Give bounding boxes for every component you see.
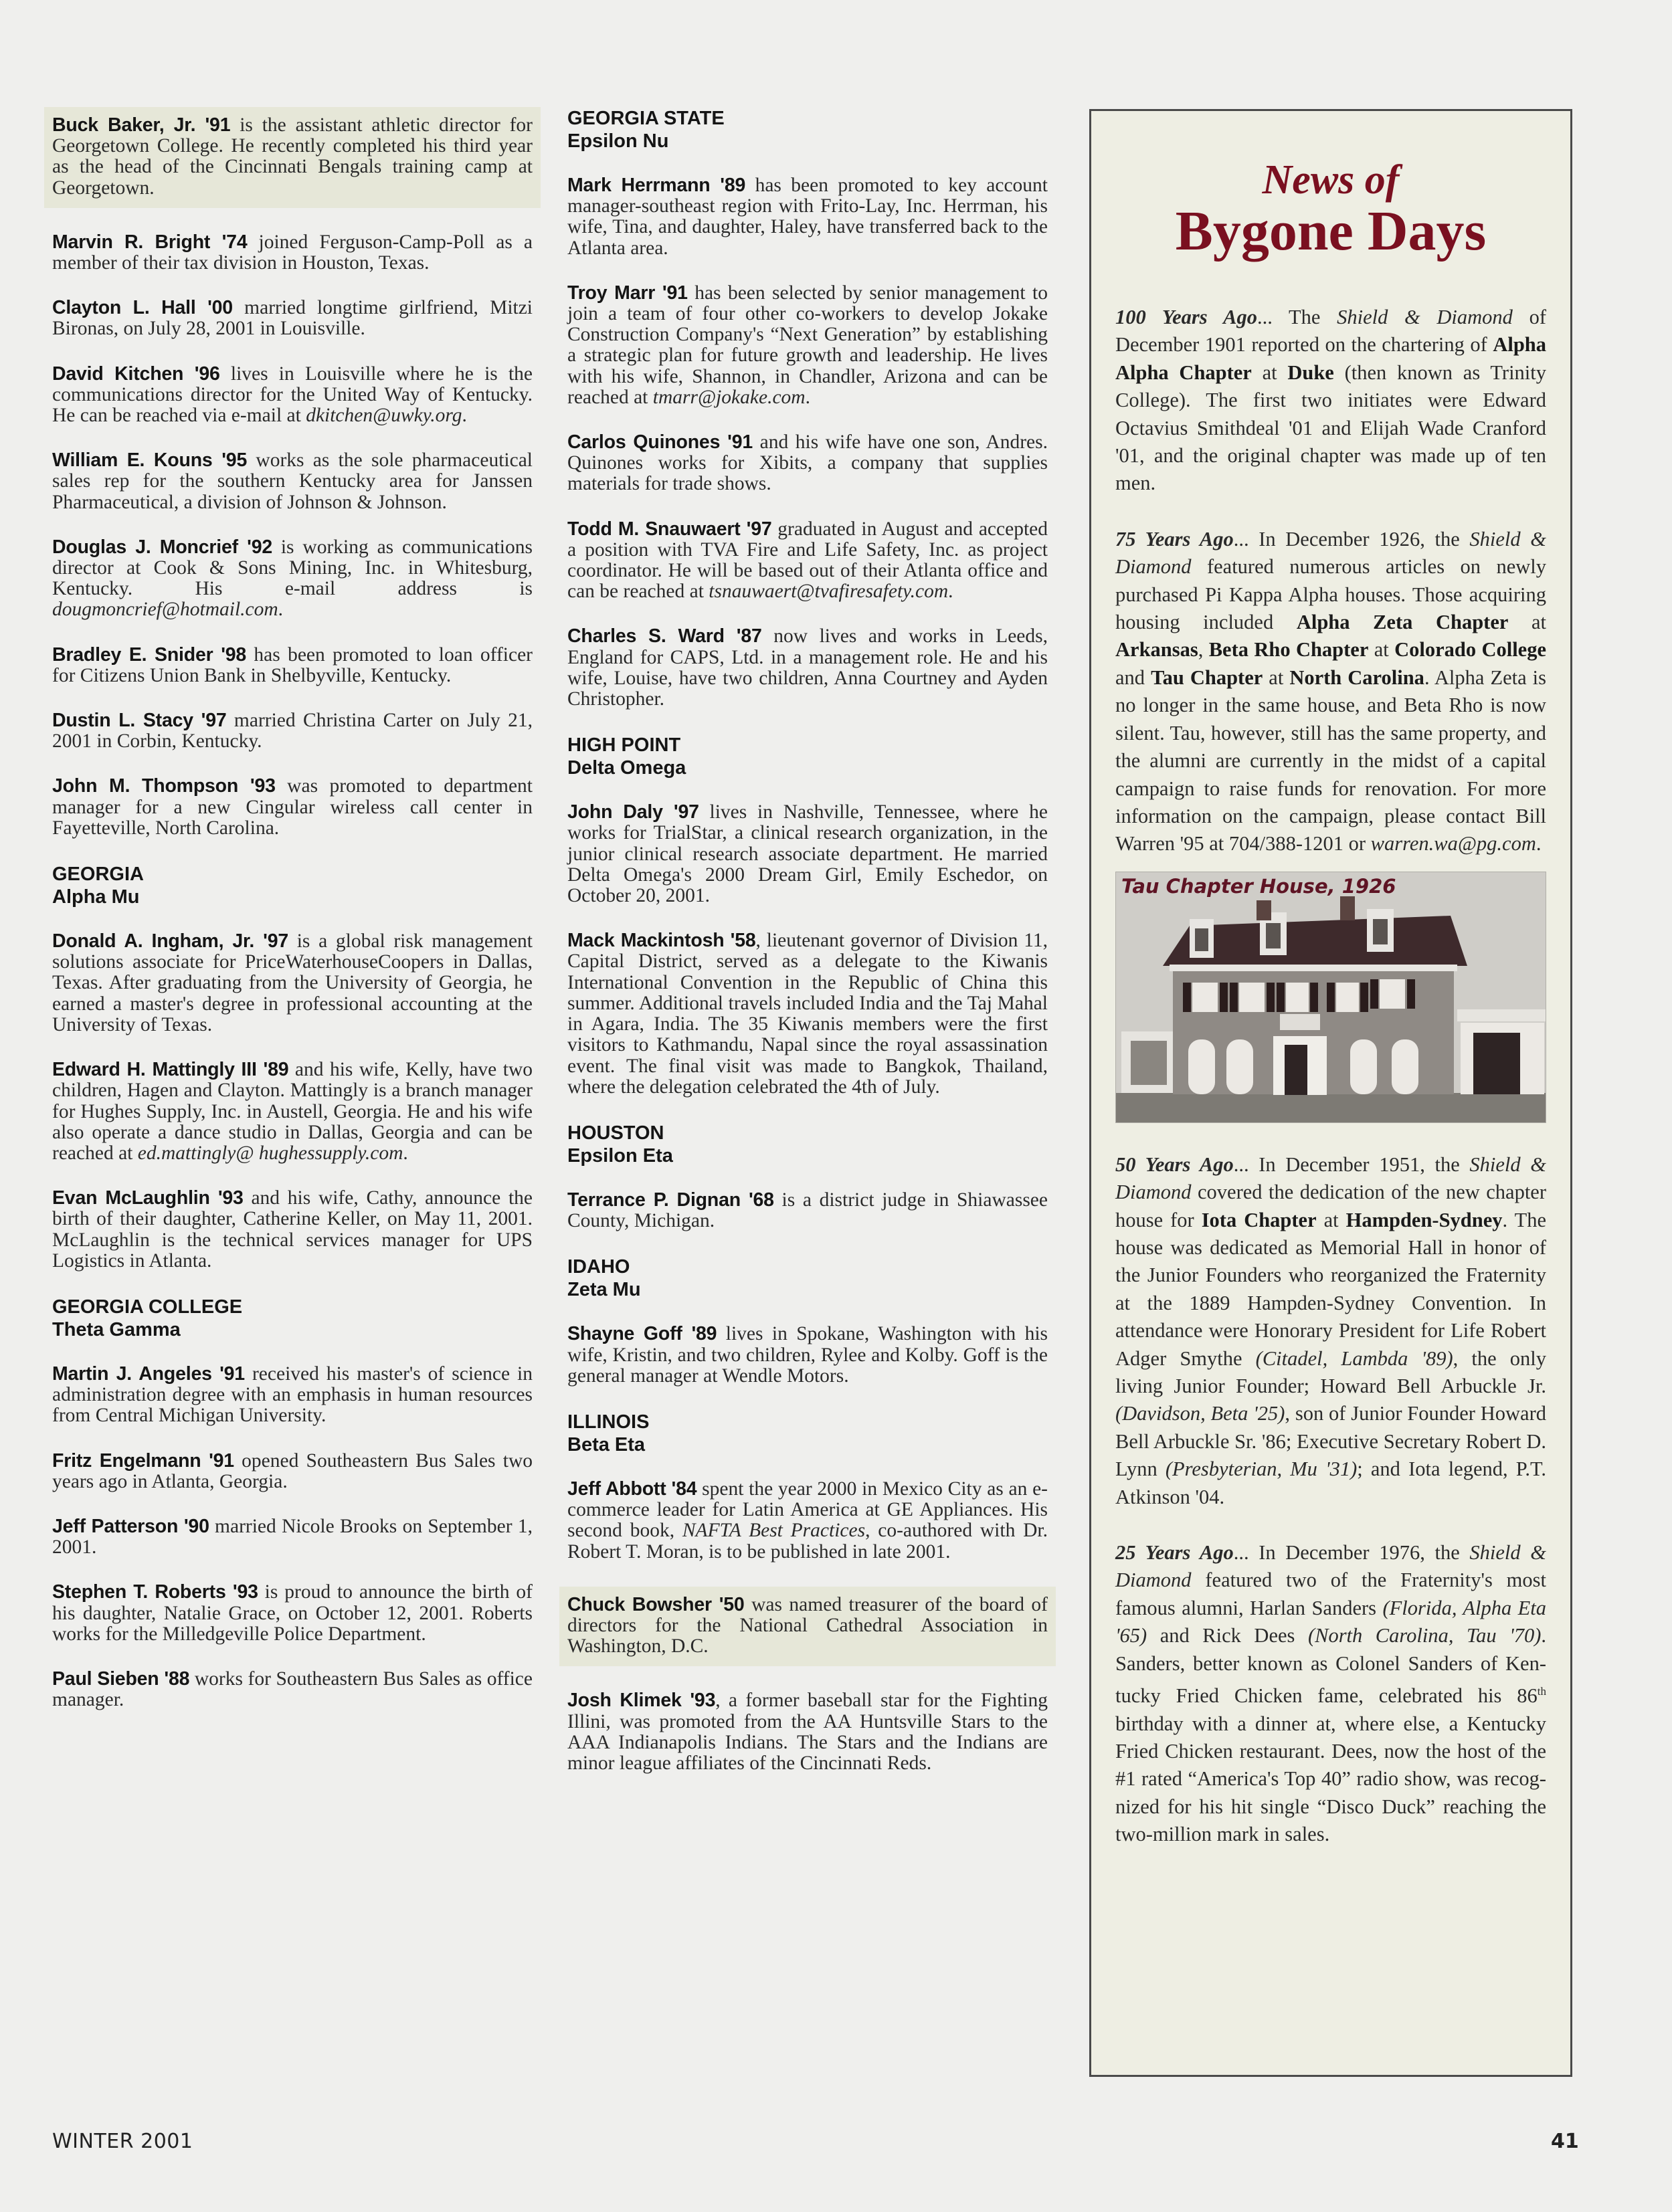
email-link[interactable]: tmarr@jokake.com bbox=[652, 386, 806, 408]
alumni-text: is the assistant athletic director for Georgetown College. He recently completed his third year as the head of the Cincinnati Bengals training camp at Georgetown. bbox=[52, 114, 533, 199]
school-name: GEORGIA COLLEGE bbox=[52, 1296, 243, 1318]
alumni-text: is proud to announce the birth of his daughter, Natalie Grace, on October 12, 2001. Roberts works for the Milledgeville Police Department. bbox=[52, 1581, 533, 1645]
alumni-text: has been promoted to loan officer for Citizens Union Bank in Shelbyville, Kentucky. bbox=[52, 643, 533, 686]
alumni-entry bbox=[52, 1060, 533, 1164]
chapter-heading bbox=[567, 1255, 1048, 1301]
alumni-text-end: . bbox=[805, 386, 810, 408]
alumni-name: David Kitchen '96 bbox=[52, 363, 220, 385]
italic-term: (Presbyterian, Mu '31) bbox=[1165, 1457, 1358, 1481]
chapter-name: Theta Gamma bbox=[52, 1318, 181, 1340]
alumni-entry bbox=[52, 1364, 533, 1427]
italic-term: Shield & Diamond bbox=[1115, 1541, 1546, 1592]
alumni-entry bbox=[52, 537, 533, 621]
text: featured numerous articles on newly purchased Pi Kappa Alpha houses. Those acquiring housing included bbox=[1115, 555, 1546, 634]
school-name: HIGH POINT bbox=[567, 734, 681, 757]
email-link[interactable]: dkitchen@uwky.org bbox=[306, 405, 462, 427]
alumni-entry bbox=[52, 232, 533, 274]
text: ... In December 1926, the bbox=[1233, 527, 1470, 550]
alumni-entry bbox=[52, 645, 533, 686]
alumni-text: is a global risk management solutions associate for PriceWaterhouseCoopers in Dallas, Texas. After graduating from the University of Georgia, he earned a master's degree in professional accounting at the University of Texas. bbox=[52, 930, 533, 1035]
alumni-text-end: . bbox=[948, 581, 953, 603]
alumni-entry bbox=[567, 432, 1048, 495]
text: at bbox=[1251, 361, 1288, 384]
alumni-entry bbox=[52, 776, 533, 839]
alumni-entry bbox=[567, 175, 1048, 259]
italic-term: warren.wa@pg.com bbox=[1370, 832, 1536, 856]
alumni-text: received his master's of science in administration degree with an emphasis in human resources from Central Michigan University. bbox=[52, 1363, 533, 1427]
alumni-entry bbox=[567, 283, 1048, 408]
alumni-name: Bradley E. Snider '98 bbox=[52, 643, 247, 666]
chapter-name: Alpha Mu bbox=[52, 886, 140, 908]
school-name: GEORGIA bbox=[52, 864, 144, 886]
alumni-name: Buck Baker, Jr. '91 bbox=[52, 114, 231, 136]
alumni-text: and his wife, Cathy, announce the birth of their daughter, Catherine Keller, on May 11, 2001. McLaughlin is the technical services manager for UPS Logistics in Atlanta. bbox=[52, 1187, 533, 1272]
text: . bbox=[1536, 832, 1542, 856]
text: , son of Junior Founder Howard Bell Arbuckle Sr. '86; Executive Secretary Robert D. Lynn bbox=[1115, 1402, 1546, 1481]
bygone-item-lead: 25 Years Ago bbox=[1115, 1541, 1234, 1564]
alumni-name: Donald A. Ingham, Jr. '97 bbox=[52, 930, 289, 952]
italic-term: (Citadel, Lambda '89) bbox=[1255, 1346, 1453, 1370]
alumni-entry bbox=[567, 519, 1048, 603]
superscript: th bbox=[1537, 1685, 1546, 1698]
italic-term: (Davidson, Beta '25) bbox=[1115, 1402, 1285, 1425]
bygone-days-sidebar bbox=[1089, 109, 1572, 2077]
alumni-text: joined Ferguson-Camp-Poll as a member of their tax division in Houston, Texas. bbox=[52, 231, 533, 274]
bygone-item-lead: 75 Years Ago bbox=[1115, 527, 1234, 550]
alumni-entry bbox=[52, 450, 533, 513]
chapter-heading bbox=[567, 1122, 1048, 1167]
bold-term: Beta Rho Chapter bbox=[1208, 638, 1369, 662]
school-name: IDAHO bbox=[567, 1256, 630, 1278]
sidebar-title-line2: Bygone Days bbox=[1175, 200, 1487, 262]
bold-term: Alpha Zeta Chapter bbox=[1296, 611, 1509, 634]
chapter-heading bbox=[567, 1411, 1048, 1456]
italic-term: Shield & Diamond bbox=[1115, 1152, 1546, 1204]
alumni-entry bbox=[52, 298, 533, 339]
school-name: ILLINOIS bbox=[567, 1411, 650, 1433]
alumni-name: John Daly '97 bbox=[567, 801, 699, 823]
alumni-text: is a district judge in Shiawassee County, Michigan. bbox=[567, 1189, 1048, 1232]
text: of December 1901 reported on the chartering of bbox=[1115, 306, 1546, 357]
bygone-item bbox=[1115, 1151, 1546, 1511]
alumni-text-end: . bbox=[278, 599, 284, 621]
alumni-entry bbox=[567, 1324, 1048, 1387]
italic-term: Shield & Diamond bbox=[1115, 527, 1546, 579]
alumni-text: works for Southeastern Bus Sales as office manager. bbox=[52, 1668, 533, 1711]
email-link[interactable]: ed.mattingly@ hughessupply.com bbox=[137, 1142, 403, 1164]
alumni-text: was promoted to department manager for a new Cingular wireless call center in Fayetteville, North Carolina. bbox=[52, 775, 533, 839]
alumni-text: has been promoted to key account manager-southeast region with Frito-Lay, Inc. Herrman, his wife, Tina, and daughter, Haley, have transferred back to the Atlanta area. bbox=[567, 175, 1048, 259]
text: ; and Iota legend, P.T. Atkinson '04. bbox=[1115, 1457, 1546, 1508]
text: ... In December 1976, the bbox=[1233, 1541, 1470, 1564]
alumni-name: Edward H. Mattingly III '89 bbox=[52, 1059, 289, 1081]
alumni-text: , lieutenant governor of Division 11, Capital District, served as a delegate to the Kiwanis International Convention in the Republic of China this summer. Additional travels included India and the Taj Mahal in Agara, India. The 35 Kiwanis members were the first visitors to Kathmandu, Napal since the royal assassination event. The final visit was made to Bangkok, Thailand, where the delegation celebrated the 4th of July. bbox=[567, 930, 1048, 1098]
alumni-name: Mack Mackintosh '58 bbox=[567, 930, 756, 952]
text: at bbox=[1508, 611, 1546, 634]
alumni-name: Douglas J. Moncrief '92 bbox=[52, 536, 273, 558]
alumni-text: , a former baseball star for the Fighting Illini, was promoted from the AA Huntsville Stars to the AAA Indianapolis Indians. The Stars and the Indians are minor league affiliates of the Cincinnati Reds. bbox=[567, 1690, 1048, 1774]
alumni-entry bbox=[567, 1479, 1048, 1563]
alumni-name: John M. Thompson '93 bbox=[52, 775, 276, 797]
alumni-name: Carlos Quinones '91 bbox=[567, 431, 753, 454]
alumni-name: Martin J. Angeles '91 bbox=[52, 1363, 245, 1385]
alumni-text: works as the sole pharmaceutical sales rep for the southern Kentucky area for Janssen Pharmaceutical, a division of Johnson & Johnson. bbox=[52, 449, 533, 513]
chapter-name: Epsilon Nu bbox=[567, 130, 669, 152]
alumni-text-end: . bbox=[462, 405, 467, 427]
text: (then known as Trinity College). The first two initiates were Edward Octavius Smithdeal '01 and Elijah Wade Cranford '01, and the original chapter was made up of ten men. bbox=[1115, 361, 1547, 495]
text: at bbox=[1316, 1208, 1346, 1231]
left-column bbox=[44, 107, 541, 1734]
italic-term: Shield & Diamond bbox=[1337, 306, 1513, 328]
issue-label: WINTER 2001 bbox=[52, 2130, 193, 2153]
text: , the only living Junior Founder; Howard Bell Arbuckle Jr. bbox=[1115, 1346, 1546, 1397]
bygone-item bbox=[1115, 304, 1546, 498]
alumni-name: Dustin L. Stacy '97 bbox=[52, 710, 227, 732]
alumni-entry bbox=[567, 930, 1048, 1098]
chapter-name: Zeta Mu bbox=[567, 1279, 641, 1301]
text: and bbox=[1115, 666, 1151, 689]
alumni-name: Josh Klimek '93 bbox=[567, 1690, 716, 1712]
bygone-item bbox=[1115, 1539, 1546, 1849]
text: . The house was dedicated as Memorial Hall in honor of the Junior Founders who reorganized the Fraternity at the 1889 Hampden-Sydney Convention. In attendance were Honorary President for Life Robert Adger Smythe bbox=[1115, 1208, 1546, 1370]
text: . Sanders, better known as Colonel Sanders of Kentucky Fried Chicken fame, celebrated his 86 bbox=[1115, 1624, 1546, 1708]
alumni-text: now lives and works in Leeds, England for CAPS, Ltd. in a management role. He and his wife, Louise, have two children, Anna Courtney and Ayden Christopher. bbox=[567, 625, 1048, 710]
alumni-text: and his wife, Kelly, have two children, Hagen and Clayton. Mattingly is a branch manager for Hughes Supply, Inc. in Austell, Georgia. He and his wife also operate a dance studio in Dallas, Georgia and can be reached at bbox=[52, 1059, 533, 1164]
bold-term: Tau Chapter bbox=[1151, 666, 1263, 689]
middle-column bbox=[559, 107, 1056, 1798]
alumni-name: Todd M. Snauwaert '97 bbox=[567, 518, 772, 540]
alumni-name: Paul Sieben '88 bbox=[52, 1668, 190, 1690]
alumni-entry bbox=[52, 364, 533, 427]
book-title: NAFTA Best Practices bbox=[682, 1520, 866, 1542]
alumni-name: Shayne Goff '89 bbox=[567, 1323, 717, 1345]
alumni-entry bbox=[52, 1188, 533, 1272]
alumni-text-end: . bbox=[403, 1142, 408, 1164]
chapter-heading bbox=[567, 734, 1048, 779]
alumni-text: graduated in August and accepted a position with TVA Fire and Life Safety, Inc. as project coordinator. He will be based out of their Atlanta office and can be reached at bbox=[567, 518, 1048, 603]
alumni-entry bbox=[52, 1516, 533, 1558]
alumni-entry bbox=[559, 1587, 1056, 1667]
bold-term: North Carolina bbox=[1289, 666, 1424, 689]
alumni-text: spent the year 2000 in Mexico City as an e-commerce leader for Latin America at GE Appliances. His second book, bbox=[567, 1478, 1048, 1542]
alumni-entry bbox=[567, 1190, 1048, 1231]
alumni-text: is working as communications director at Cook & Sons Mining, Inc. in Whitesburg, Kentucky. His e-mail address is bbox=[52, 536, 533, 600]
chapter-heading bbox=[52, 1296, 533, 1341]
bold-term: Arkansas bbox=[1115, 638, 1198, 662]
alumni-text: married Christina Carter on July 21, 2001 in Corbin, Kentucky. bbox=[52, 710, 533, 752]
text: birthday with a dinner at, where else, a Kentucky Fried Chicken restaurant. Dees, now the host of the #1 rated “America's Top 40” radio show, was recognized for his hit single “Disco Duck” reaching the two-million mark in sales. bbox=[1115, 1712, 1546, 1846]
alumni-entry bbox=[44, 107, 541, 208]
text: . Alpha Zeta is no longer in the same house, and Beta Rho is now silent. Tau, however, still has the same property, and the alumni are currently in the midst of a capital campaign to raise funds for renovation. For more information on the campaign, please contact Bill Warren '95 at 704/388-1201 or bbox=[1115, 666, 1546, 856]
bold-term: Hampden-Sydney bbox=[1345, 1208, 1503, 1231]
bold-term: Duke bbox=[1287, 361, 1334, 384]
chapter-name: Delta Omega bbox=[567, 757, 686, 779]
bold-term: Colorado College bbox=[1394, 638, 1547, 662]
bold-term: Iota Chapter bbox=[1201, 1208, 1317, 1231]
alumni-text: was named treasurer of the board of directors for the National Cathedral Association in Washington, D.C. bbox=[567, 1593, 1048, 1657]
text: , bbox=[1198, 638, 1209, 662]
alumni-name: William E. Kouns '95 bbox=[52, 449, 248, 472]
alumni-name: Mark Herrmann '89 bbox=[567, 175, 746, 196]
alumni-name: Jeff Patterson '90 bbox=[52, 1515, 209, 1537]
alumni-entry bbox=[567, 626, 1048, 710]
alumni-text: opened Southeastern Bus Sales two years ago in Atlanta, Georgia. bbox=[52, 1449, 533, 1492]
alumni-entry bbox=[567, 802, 1048, 906]
text: at bbox=[1368, 638, 1395, 662]
tau-chapter-house-photo bbox=[1115, 872, 1546, 1123]
bold-term: Alpha Alpha Chapter bbox=[1115, 333, 1546, 384]
italic-term: (Florida, Alpha Eta '65) bbox=[1115, 1596, 1547, 1647]
chapter-heading bbox=[567, 107, 1048, 153]
alumni-entry bbox=[567, 1690, 1048, 1774]
alumni-name: Troy Marr '91 bbox=[567, 282, 688, 304]
bygone-item-lead: 100 Years Ago bbox=[1115, 306, 1258, 328]
alumni-entry bbox=[52, 931, 533, 1035]
alumni-entry bbox=[52, 1451, 533, 1492]
alumni-entry bbox=[52, 1669, 533, 1710]
alumni-name: Marvin R. Bright '74 bbox=[52, 231, 248, 253]
alumni-text: and his wife have one son, Andres. Quinones works for Xibits, a company that supplies materials for trade shows. bbox=[567, 431, 1048, 495]
alumni-name: Evan McLaughlin '93 bbox=[52, 1187, 244, 1209]
text: ... In December 1951, the bbox=[1233, 1152, 1470, 1176]
text: and Rick Dees bbox=[1147, 1624, 1308, 1647]
school-name: HOUSTON bbox=[567, 1122, 664, 1144]
text: ... The bbox=[1257, 306, 1337, 328]
alumni-text: has been selected by senior management to join a team of four other co-workers to develop Jokake Construction Company's “Next Generation” by establishing a strategic plan for future growth and leadership. He lives with his wife, Shannon, in Chandler, Arizona and can be reached at bbox=[567, 282, 1048, 408]
chapter-name: Epsilon Eta bbox=[567, 1144, 673, 1167]
page-number: 41 bbox=[1551, 2130, 1579, 2153]
alumni-name: Terrance P. Dignan '68 bbox=[567, 1189, 774, 1211]
text: featured two of the Fraternity's most famous alumni, Harlan Sanders bbox=[1115, 1569, 1546, 1619]
alumni-text: lives in Nashville, Tennessee, where he works for TrialStar, a clinical research organization, in the junior clinical research associate department. He married Delta Omega's 2000 Dream Girl, Emily Eschedor, on October 20, 2001. bbox=[567, 801, 1048, 907]
alumni-text: lives in Spokane, Washington with his wife, Kristin, and two children, Rylee and Kolby. Goff is the general manager at Wendle Motors. bbox=[567, 1323, 1048, 1387]
italic-term: (North Carolina, Tau '70) bbox=[1307, 1624, 1542, 1647]
house-illustration-icon bbox=[1116, 872, 1546, 1122]
alumni-name: Jeff Abbott '84 bbox=[567, 1478, 697, 1500]
alumni-name: Chuck Bowsher '50 bbox=[567, 1593, 745, 1615]
sidebar-title-line1: News of bbox=[1262, 157, 1400, 203]
alumni-entry bbox=[52, 1582, 533, 1645]
bygone-item-lead: 50 Years Ago bbox=[1115, 1152, 1234, 1176]
sidebar-body bbox=[1091, 304, 1570, 1849]
alumni-text: married longtime girlfriend, Mitzi Bironas, on July 28, 2001 in Louisville. bbox=[52, 297, 533, 340]
alumni-name: Clayton L. Hall '00 bbox=[52, 297, 233, 319]
alumni-text-end: , co-authored with Dr. Robert T. Moran, is to be published in late 2001. bbox=[567, 1520, 1048, 1563]
alumni-name: Charles S. Ward '87 bbox=[567, 625, 762, 647]
text: at bbox=[1263, 666, 1290, 689]
alumni-text: lives in Louisville where he is the communications director for the United Way of Kentucky. He can be reached via e-mail at bbox=[52, 363, 533, 427]
bygone-item bbox=[1115, 526, 1546, 858]
email-link[interactable]: dougmoncrief@hotmail.com bbox=[52, 599, 278, 621]
chapter-heading bbox=[52, 863, 533, 908]
photo-caption: Tau Chapter House, 1926 bbox=[1121, 874, 1396, 898]
alumni-entry bbox=[52, 710, 533, 752]
text: covered the dedication of the new chapter house for bbox=[1115, 1181, 1546, 1231]
school-name: GEORGIA STATE bbox=[567, 108, 725, 129]
alumni-text: married Nicole Brooks on September 1, 2001. bbox=[52, 1515, 533, 1559]
chapter-name: Beta Eta bbox=[567, 1433, 646, 1455]
alumni-name: Stephen T. Roberts '93 bbox=[52, 1581, 258, 1603]
email-link[interactable]: tsnauwaert@tvafiresafety.com bbox=[709, 581, 949, 603]
alumni-name: Fritz Engelmann '91 bbox=[52, 1449, 234, 1472]
